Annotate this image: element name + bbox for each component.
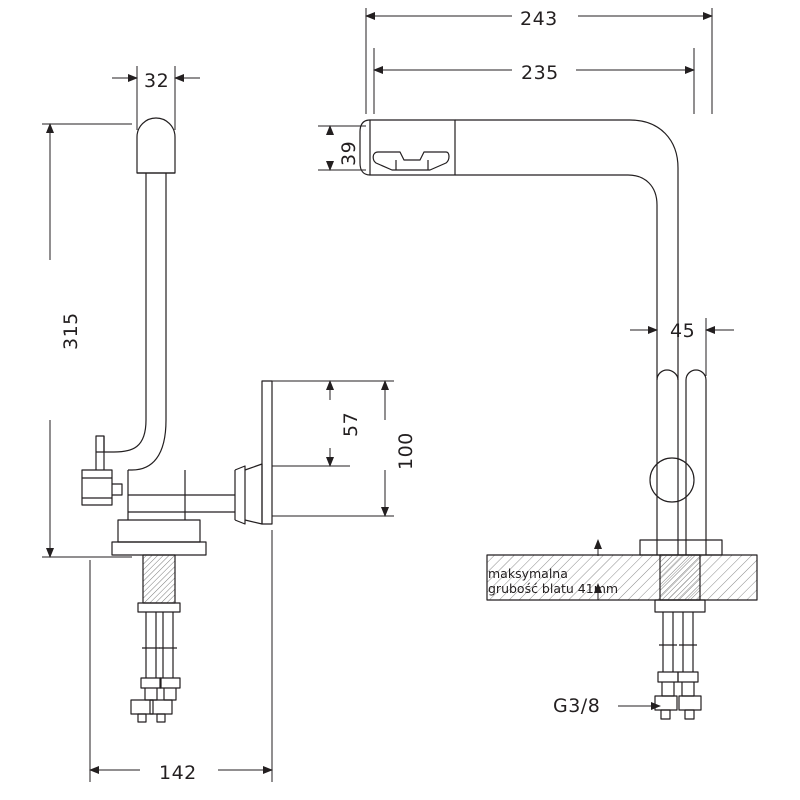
worktop-note-line2: grubość blatu 41mm [488, 581, 619, 596]
dim-label-total-height: 315 [60, 312, 82, 350]
dim-label-spout-reach-inner: 235 [521, 62, 559, 84]
worktop-thickness-note [488, 566, 618, 596]
dim-label-spout-head-height: 39 [338, 140, 360, 166]
dim-label-handle-height: 57 [340, 411, 362, 437]
side-view-geometry [82, 118, 272, 722]
dim-label-body-width: 45 [670, 320, 696, 342]
worktop-note-line1: maksymalna [488, 566, 568, 581]
front-view-geometry [360, 120, 757, 719]
dim-label-thread-size: G3/8 [553, 695, 601, 717]
dim-label-spout-reach-total: 243 [520, 8, 558, 30]
dim-label-lever-height: 100 [395, 432, 417, 470]
dim-label-base-width: 142 [159, 762, 197, 784]
dim-label-spout-top-width: 32 [144, 70, 170, 92]
